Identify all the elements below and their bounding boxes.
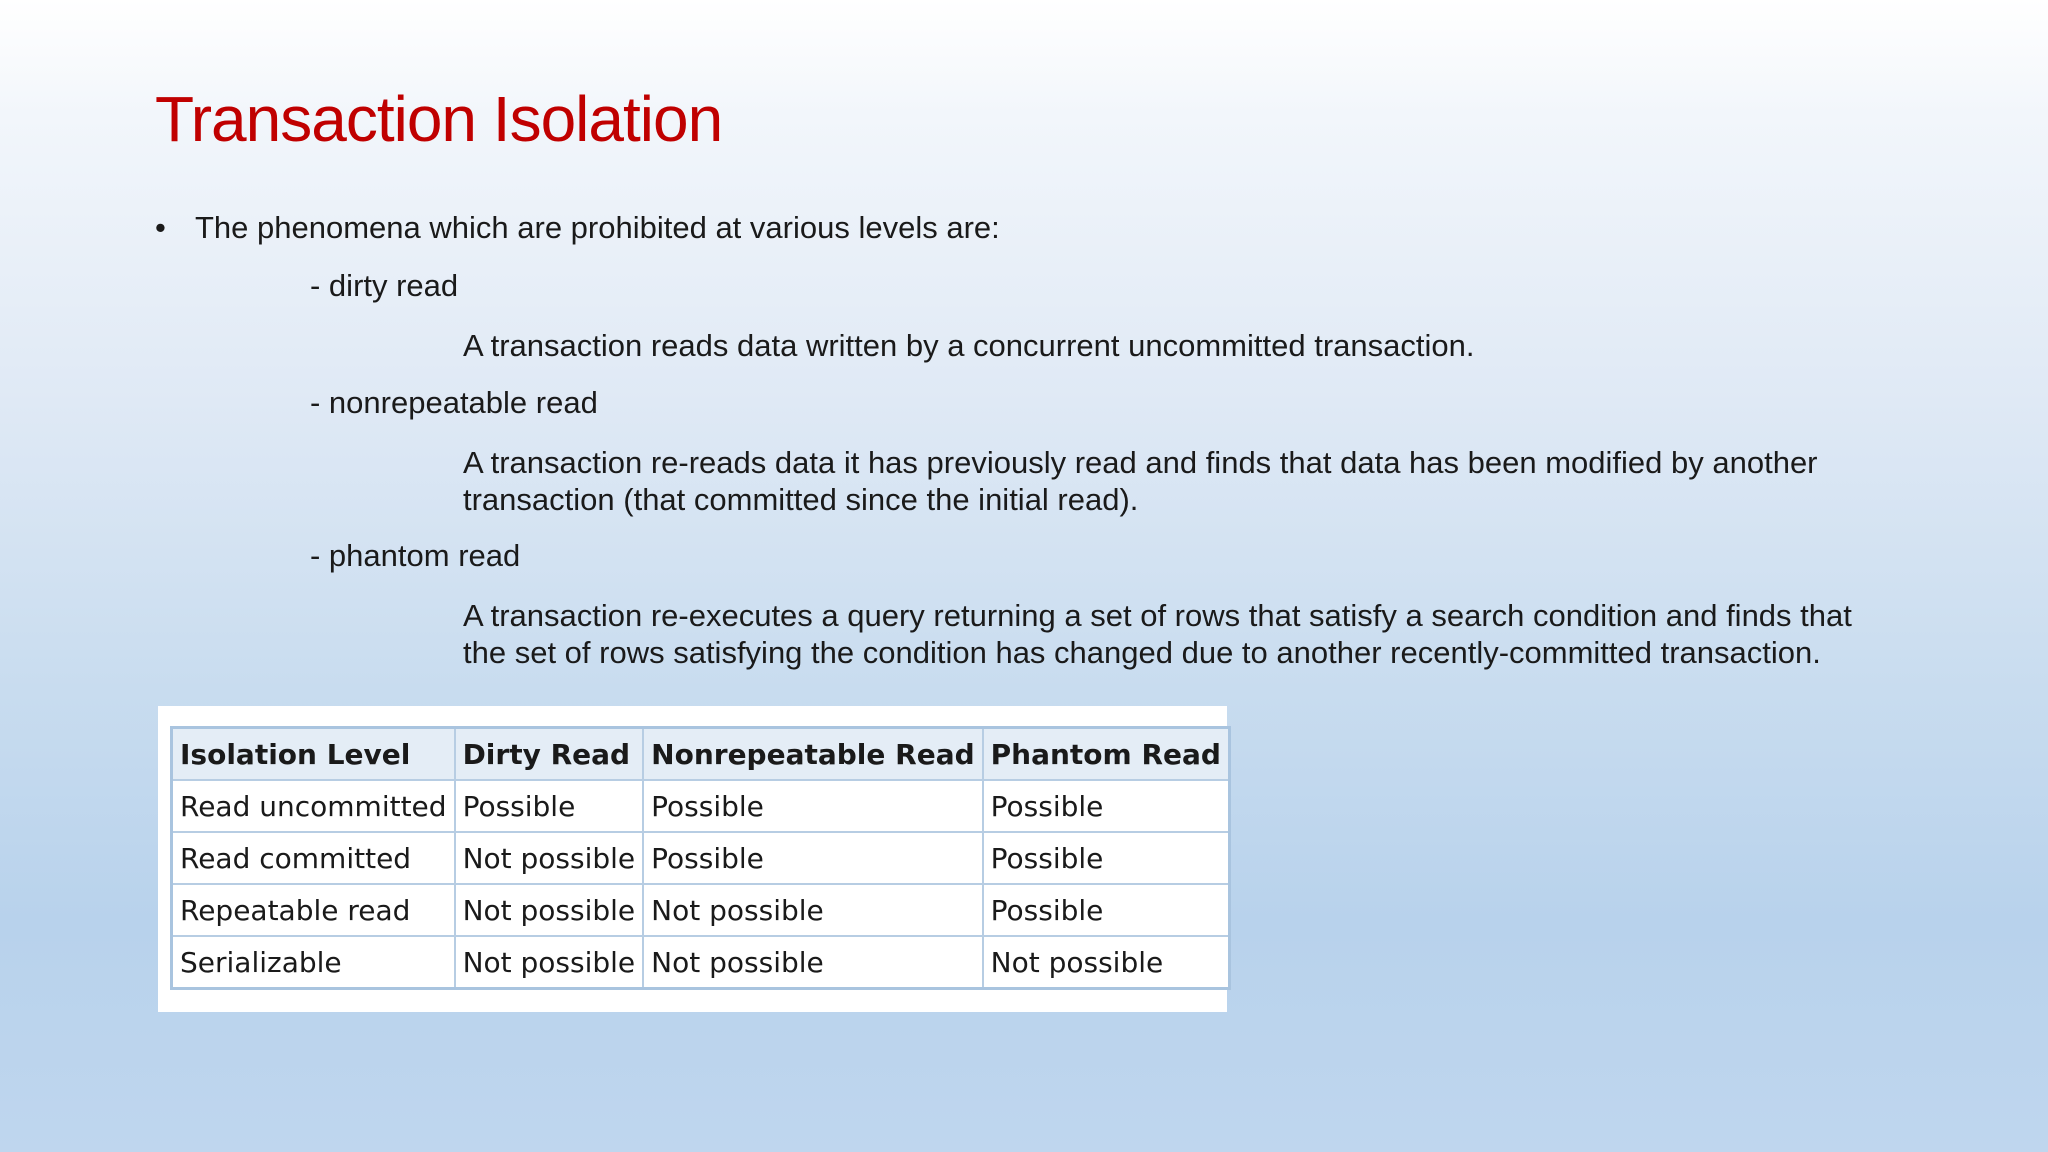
table-cell: Possible (983, 884, 1230, 936)
table-cell: Possible (983, 832, 1230, 884)
slide-title: Transaction Isolation (155, 83, 723, 155)
table-cell: Not possible (643, 936, 982, 989)
table-cell: Not possible (455, 936, 644, 989)
header-dirty-read: Dirty Read (455, 728, 644, 781)
intro-text: The phenomena which are prohibited at various levels are: (195, 210, 1000, 245)
table-cell: Possible (455, 780, 644, 832)
phenomenon-nonrepeatable-read-description: A transaction re-reads data it has previously read and finds that data has been modified by another transaction (that committed since the initial read). (463, 445, 1818, 517)
header-phantom-read: Phantom Read (983, 728, 1230, 781)
table-cell: Possible (643, 780, 982, 832)
intro-bullet (155, 210, 1000, 246)
table-cell: Not possible (643, 884, 982, 936)
table-cell: Repeatable read (172, 884, 455, 936)
table-cell: Possible (983, 780, 1230, 832)
table-cell: Possible (643, 832, 982, 884)
phenomenon-nonrepeatable-read: - nonrepeatable read (310, 385, 598, 420)
phenomenon-dirty-read-description: A transaction reads data written by a concurrent uncommitted transaction. (463, 328, 1475, 363)
table-cell: Read uncommitted (172, 780, 455, 832)
table-row (172, 780, 1230, 832)
phenomenon-phantom-read-description: A transaction re-executes a query returning a set of rows that satisfy a search condition and finds that the set of rows satisfying the condition has changed due to another recently-committed transaction. (463, 598, 1852, 670)
header-nonrepeatable-read: Nonrepeatable Read (643, 728, 982, 781)
bullet-marker: • (155, 210, 166, 245)
table-cell: Not possible (455, 884, 644, 936)
table-cell: Not possible (983, 936, 1230, 989)
isolation-levels-table (170, 726, 1231, 990)
table-cell: Read committed (172, 832, 455, 884)
phenomenon-dirty-read: - dirty read (310, 268, 459, 303)
table-row (172, 884, 1230, 936)
isolation-table-image (158, 706, 1227, 1012)
table-row (172, 832, 1230, 884)
table-cell: Serializable (172, 936, 455, 989)
phenomenon-phantom-read: - phantom read (310, 538, 521, 573)
table-row (172, 936, 1230, 989)
table-cell: Not possible (455, 832, 644, 884)
header-isolation-level: Isolation Level (172, 728, 455, 781)
table-header-row (172, 728, 1230, 781)
